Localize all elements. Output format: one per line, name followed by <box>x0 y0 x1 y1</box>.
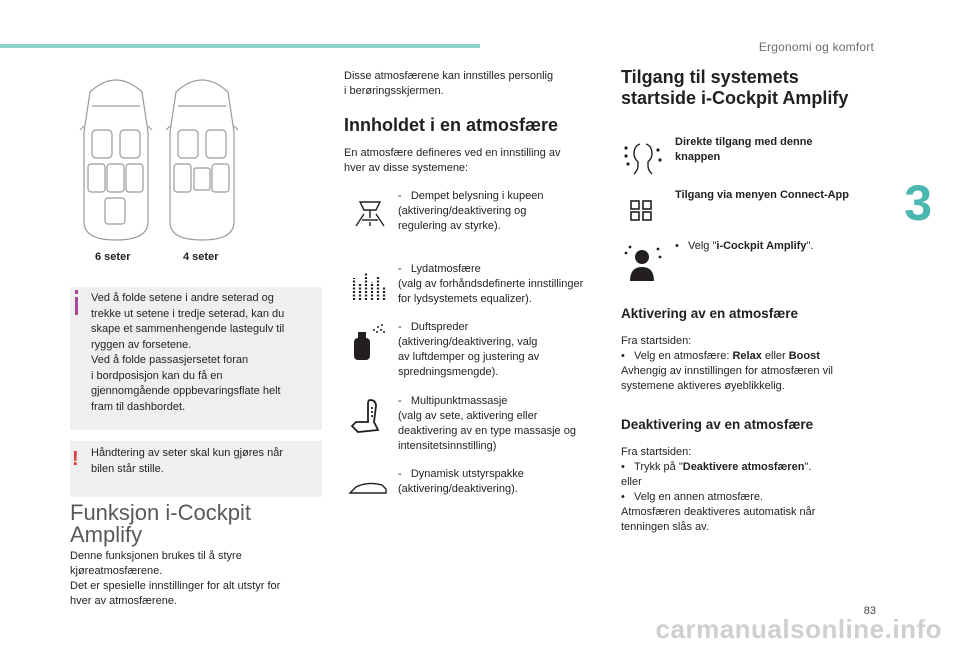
watermark: carmanualsonline.info <box>655 614 942 644</box>
deactivate-body: Fra startsiden: • Trykk på "Deaktivere atmosfæren". eller • Velg en annen atmosfære. Atmosfæren deaktiveres automatisk når tenningen slås av. <box>621 446 816 533</box>
item-dynamic: - Dynamisk utstyrspakke (aktivering/deaktivering). <box>398 468 524 495</box>
car-4-seat-diagram <box>164 72 240 244</box>
connect-app-menu-icon <box>630 200 654 222</box>
item-diffuser: - Duftspreder (aktivering/deaktivering, valg av luftdemper og justering av spredningsmengde). <box>398 321 540 378</box>
dynamic-drive-icon <box>348 479 388 499</box>
access-menu-text: Tilgang via menyen Connect-App <box>675 189 849 201</box>
access-button-text: Direkte tilgang med denne knappen <box>675 136 813 163</box>
deactivate-heading: Deaktivering av en atmosfære <box>621 417 814 432</box>
item-ambient-light: - Dempet belysning i kupeen (aktivering/deaktivering og regulering av styrke). <box>398 190 544 232</box>
atmosphere-lead: En atmosfære defineres ved en innstilling av hver av disse systemene: <box>344 147 561 174</box>
page-number: 83 <box>863 605 876 617</box>
fragrance-diffuser-icon <box>350 322 386 362</box>
amplify-button-icon <box>622 136 662 182</box>
select-amplify-step: • Velg "i-Cockpit Amplify". <box>675 240 814 252</box>
section-title: Ergonomi og komfort <box>758 40 874 54</box>
info-icon <box>73 290 81 330</box>
car-6-seat-diagram <box>78 72 154 244</box>
equalizer-icon <box>350 268 386 302</box>
user-profile-icon <box>622 243 662 283</box>
warning-icon: ! <box>72 448 79 470</box>
warning-note-text: Håndtering av seter skal kun gjøres når bilen står stille. <box>91 447 283 475</box>
label-4-seats: 4 seter <box>183 251 219 263</box>
chapter-number: 3 <box>904 175 932 231</box>
funksjon-heading: Funksjon i-Cockpit Amplify <box>70 500 251 547</box>
top-accent-bar <box>0 44 480 48</box>
intro-text: Disse atmosfærene kan innstilles personlig i berøringsskjermen. <box>344 70 554 97</box>
item-sound: - Lydatmosfære (valg av forhåndsdefinerte innstillinger for lydsystemets equalizer). <box>398 263 584 305</box>
activate-heading: Aktivering av en atmosfære <box>621 306 799 321</box>
label-6-seats: 6 seter <box>95 251 131 263</box>
info-note-text: Ved å folde setene i andre seterad og trekke ut setene i tredje seterad, kan du skape et sammenhengende lastegulv til ryggen av forsetene. Ved å folde passasjersetet foran i bordposisjon kan du få en gjennomgående oppbevaringsflate helt fram til dashbordet. <box>91 292 285 413</box>
funksjon-body: Denne funksjonen brukes til å styre kjøreatmosfærene. Det er spesielle innstillinger for alt utstyr for hver av atmosfærene. <box>70 550 281 607</box>
seat-massage-icon <box>348 396 384 436</box>
access-heading: Tilgang til systemets startside i-Cockpit Amplify <box>621 67 849 108</box>
item-massage: - Multipunktmassasje (valg av sete, aktivering eller deaktivering av en type massasje og intensitetsinnstilling) <box>398 395 576 452</box>
activate-body: Fra startsiden: • Velg en atmosfære: Relax eller Boost Avhengig av innstillingen for atmosfæren vil systemene aktiveres øyeblikkelig. <box>621 335 833 392</box>
atmosphere-content-heading: Innholdet i en atmosfære <box>344 115 559 135</box>
ambient-light-icon <box>352 196 388 228</box>
